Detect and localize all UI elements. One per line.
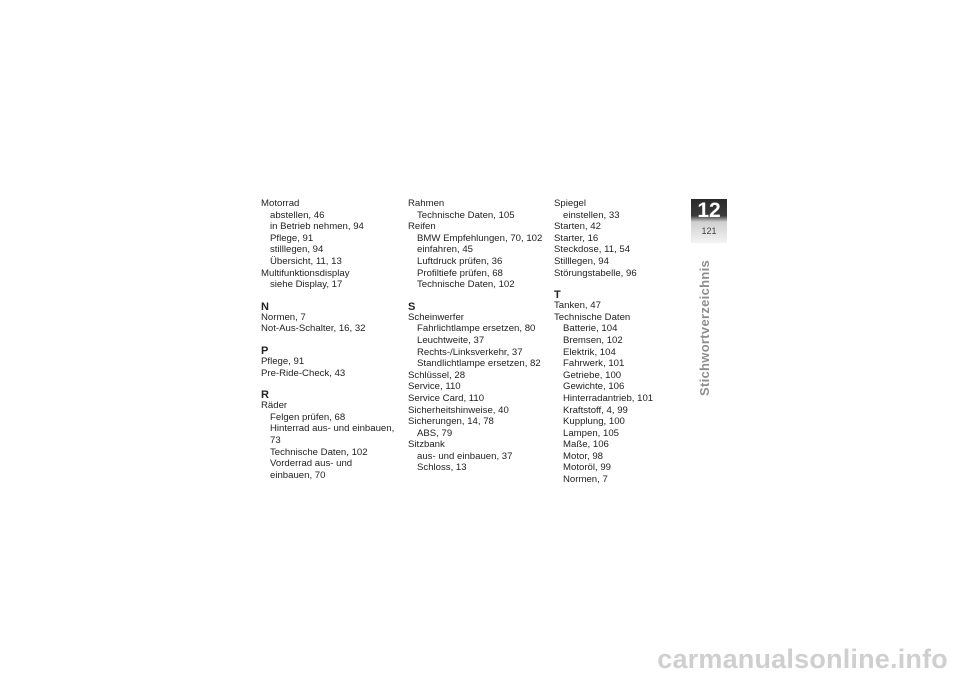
index-subentry: Hinterradantrieb, 101 [563, 392, 654, 404]
index-column-3 [554, 198, 689, 486]
index-subentry: Standlichtlampe ersetzen, 82 [417, 358, 541, 370]
index-subentry: Luftdruck prüfen, 36 [417, 255, 503, 267]
index-column-2 [408, 198, 543, 474]
index-subentry: Maße, 106 [563, 439, 609, 451]
index-subentry: Normen, 7 [563, 474, 608, 486]
index-subentry: Vorderrad aus- und einbauen, 70 [270, 458, 353, 481]
index-subentry: Kupplung, 100 [563, 416, 625, 428]
index-entry: Technische Daten [554, 311, 631, 323]
index-subentry: Schloss, 13 [417, 462, 467, 474]
index-entry: Pre-Ride-Check, 43 [261, 367, 346, 379]
section-letter: N [261, 300, 269, 313]
index-subentry: Profiltiefe prüfen, 68 [417, 267, 503, 279]
index-subentry: Rechts-/Linksverkehr, 37 [417, 346, 523, 358]
chapter-title: Stichwortverzeichnis [697, 259, 712, 396]
index-subentry: Motor, 98 [563, 450, 603, 462]
index-subentry: Batterie, 104 [563, 323, 618, 335]
section-letter: R [261, 389, 269, 402]
index-entry: Reifen [408, 221, 436, 233]
index-subentry: Getriebe, 100 [563, 369, 622, 381]
index-subentry: siehe Display, 17 [270, 279, 343, 291]
section-letter: T [554, 289, 561, 302]
index-subentry: Technische Daten, 105 [417, 209, 515, 221]
index-entry: Multifunktionsdisplay [261, 267, 350, 279]
chapter-tab [691, 199, 727, 243]
index-subentry: BMW Empfehlungen, 70, 102 [417, 232, 543, 244]
index-subentry: Hinterrad aus- und einbauen, 73 [270, 423, 395, 446]
index-subentry: Übersicht, 11, 13 [270, 255, 342, 267]
index-entry: Tanken, 47 [554, 300, 601, 312]
index-subentry: Leuchtweite, 37 [417, 334, 485, 346]
index-entry: Starten, 42 [554, 221, 601, 233]
index-subentry: Felgen prüfen, 68 [270, 411, 346, 423]
index-entry: Schlüssel, 28 [408, 369, 466, 381]
index-entry: Rahmen [408, 198, 445, 209]
index-entry: Steckdose, 11, 54 [554, 244, 631, 256]
index-entry: Spiegel [554, 198, 587, 209]
index-subentry: Kraftstoff, 4, 99 [563, 404, 628, 416]
index-entry: Sicherungen, 14, 78 [408, 416, 494, 428]
index-subentry: Gewichte, 106 [563, 381, 625, 393]
index-entry: Motorrad [261, 198, 300, 209]
index-subentry: Technische Daten, 102 [270, 446, 368, 458]
index-subentry: in Betrieb nehmen, 94 [270, 221, 364, 233]
index-subentry: Fahrwerk, 101 [563, 358, 625, 370]
index-entry: Sicherheitshinweise, 40 [408, 404, 509, 416]
index-column-1 [261, 198, 396, 481]
index-entry: Service Card, 110 [408, 392, 485, 404]
index-subentry: Fahrlichtlampe ersetzen, 80 [417, 323, 536, 335]
index-entry: Pflege, 91 [261, 355, 305, 367]
index-entry: Not-Aus-Schalter, 16, 32 [261, 323, 366, 335]
index-entry: Räder [261, 400, 288, 412]
index-subentry: ABS, 79 [417, 427, 453, 439]
section-letter: P [261, 344, 269, 357]
index-entry: Sitzbank [408, 439, 445, 451]
index-entry: Störungstabelle, 96 [554, 267, 637, 279]
section-letter: S [408, 300, 416, 313]
index-subentry: Lampen, 105 [563, 427, 620, 439]
index-entry: Starter, 16 [554, 232, 599, 244]
watermark: carmanualsonline.info [657, 644, 948, 674]
index-entry: Scheinwerfer [408, 311, 464, 323]
index-subentry: Pflege, 91 [270, 232, 314, 244]
index-subentry: Bremsen, 102 [563, 334, 623, 346]
index-entry: Stilllegen, 94 [554, 255, 609, 267]
index-subentry: einfahren, 45 [417, 244, 474, 256]
index-subentry: Elektrik, 104 [563, 346, 616, 358]
index-subentry: Motoröl, 99 [563, 462, 611, 474]
index-subentry: abstellen, 46 [270, 209, 325, 221]
index-subentry: Technische Daten, 102 [417, 279, 515, 291]
index-subentry: stilllegen, 94 [270, 244, 324, 256]
index-subentry: aus- und einbauen, 37 [417, 450, 513, 462]
chapter-number: 12 [697, 199, 721, 222]
index-entry: Normen, 7 [261, 311, 306, 323]
index-entry: Service, 110 [408, 381, 461, 393]
index-subentry: einstellen, 33 [563, 209, 620, 221]
page-number: 121 [701, 226, 717, 236]
